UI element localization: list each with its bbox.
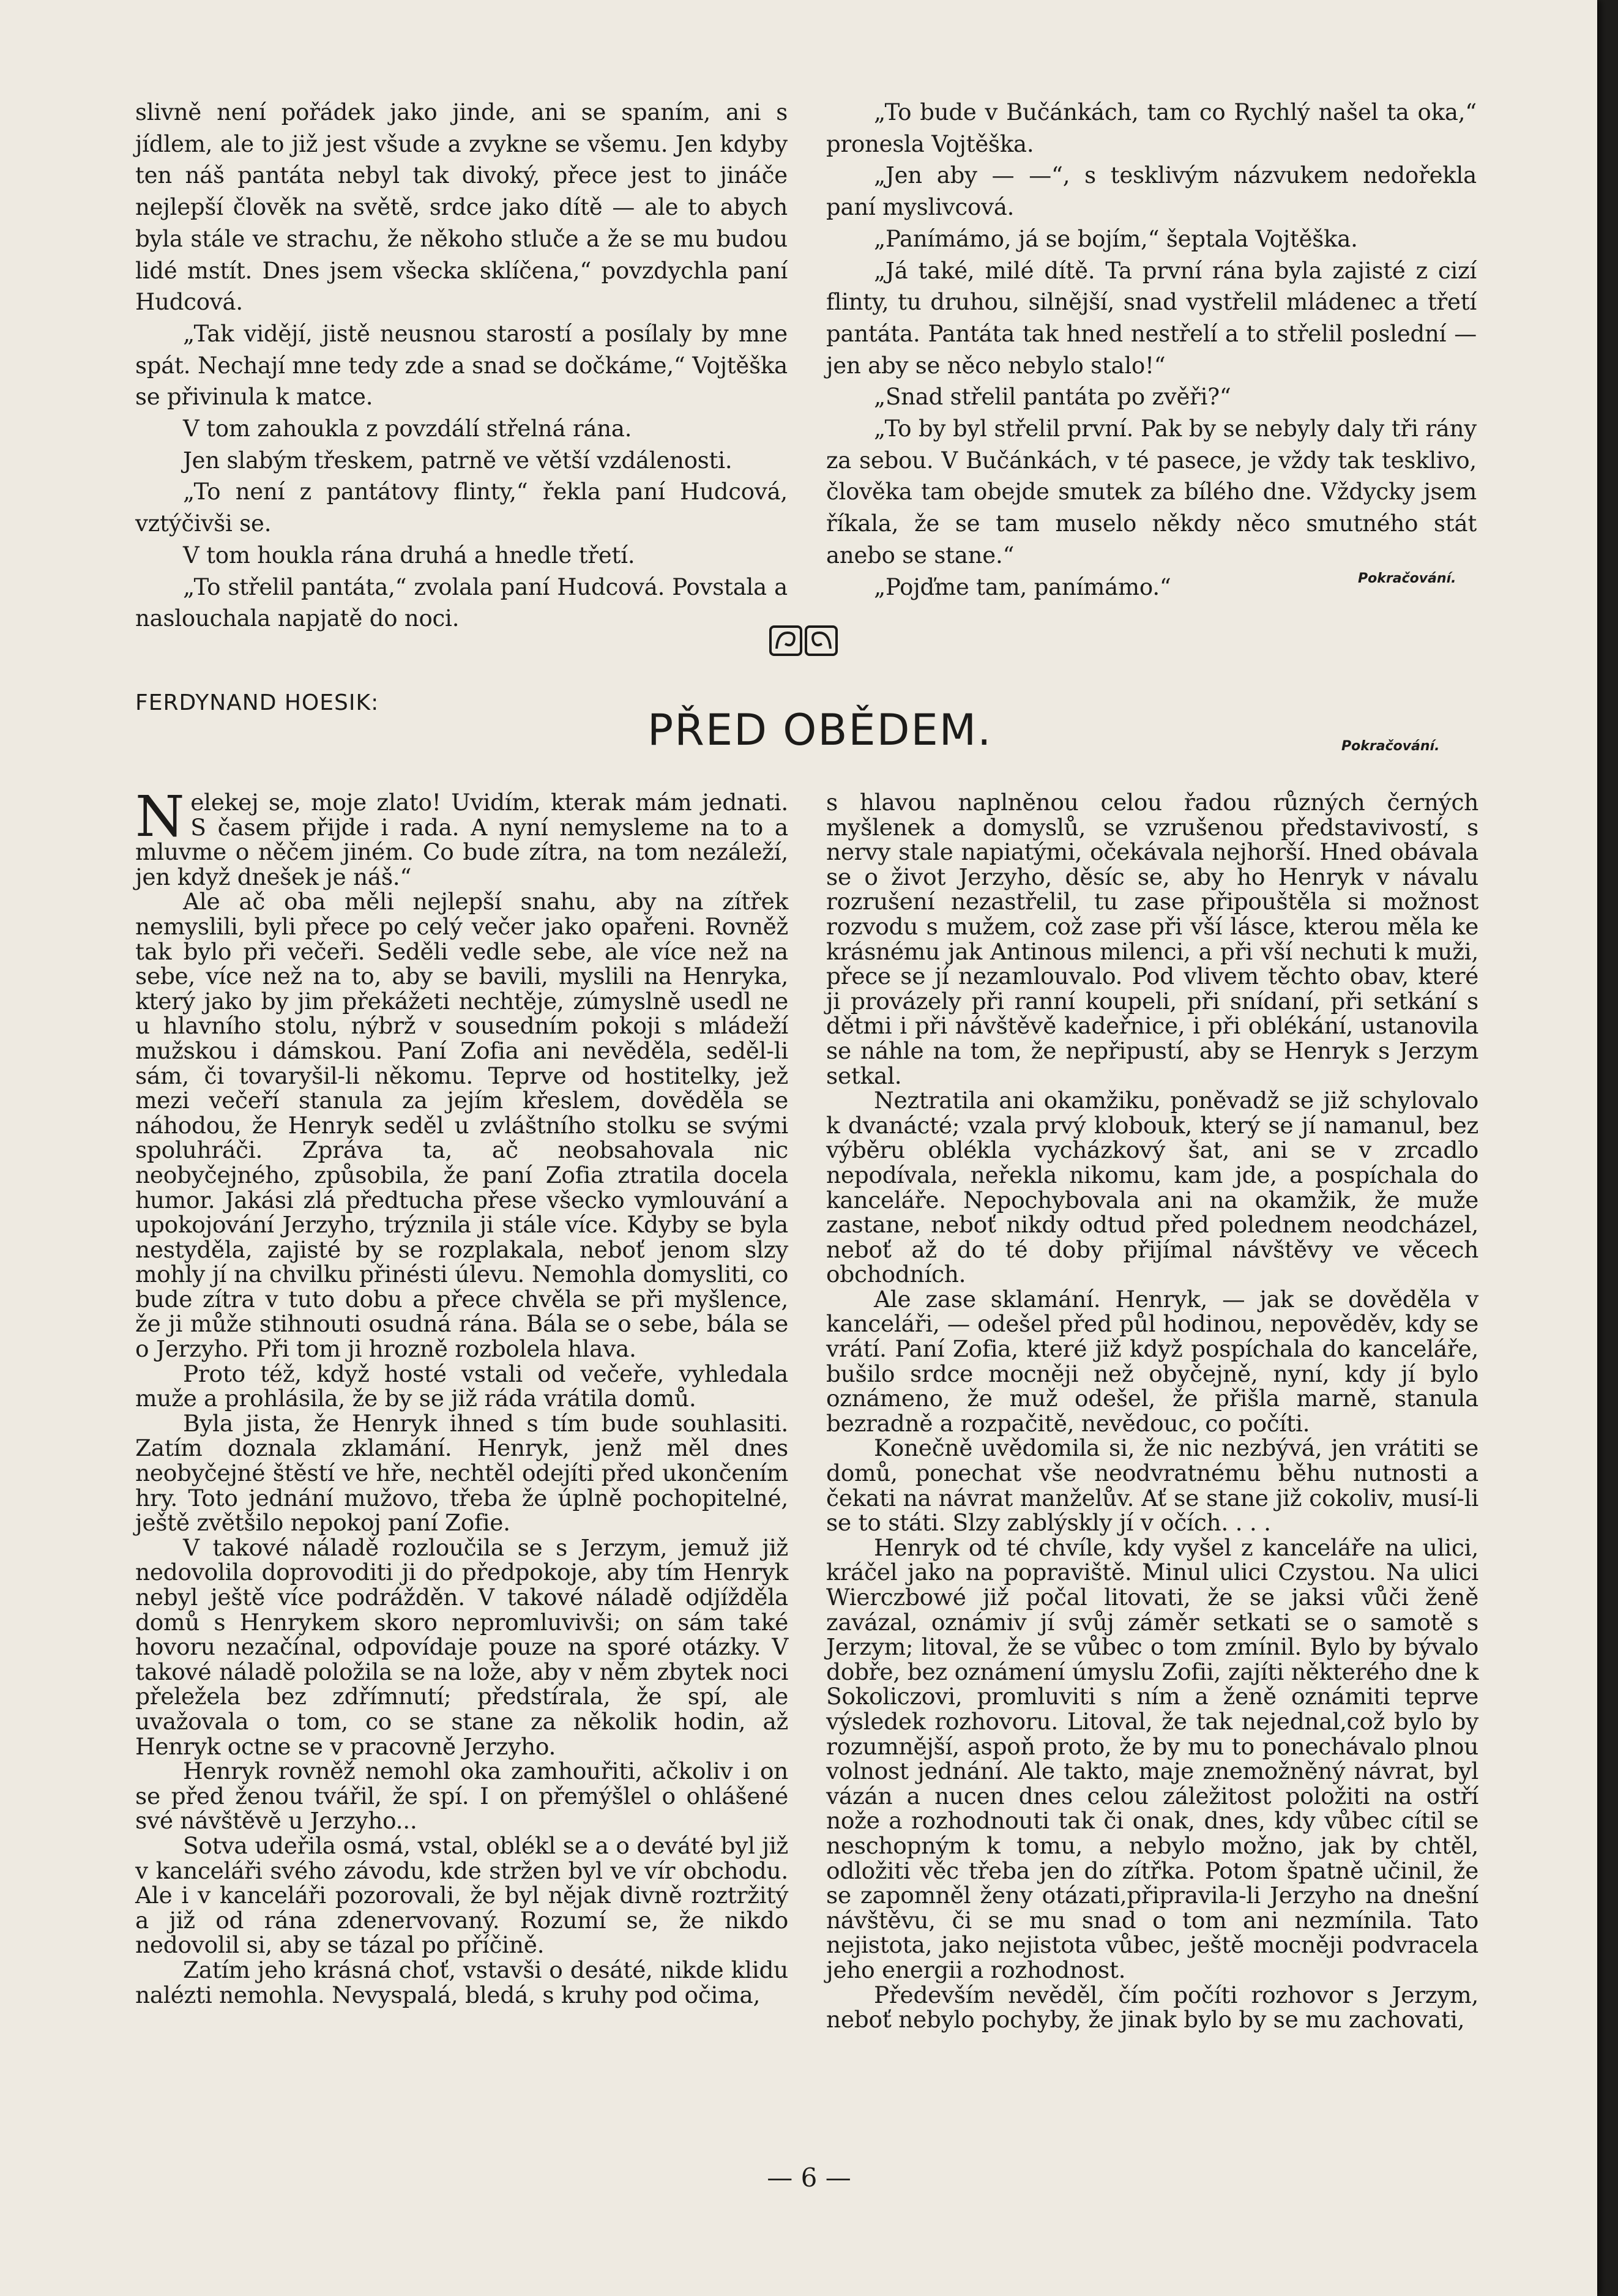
paragraph: Byla jista, že Henryk ihned s tím bude souhlasiti. Zatím doznala zklamání. Henryk, jenž měl dnes neobyčejné štěstí ve hře, nechtěl odejíti před ukončením hry. Toto jednání mužovo, třeba že úplně pochopitelné, ještě zvětšilo nepokoj paní Zofie. [135,1409,788,1537]
paragraph: „To není z pantátovy flinty,“ řekla paní Hudcová, vztýčivši se. [135,479,788,537]
paragraph: „To by byl střelil první. Pak by se nebyly daly tři rány za sebou. V Bučánkách, v té pasece, je vždy tak tesklivo, člověka tam obejde smutek za bílého dne. Vždycky jsem říkala, že se tam muselo někdy něco smutného stát anebo se stane.“ [826,416,1477,568]
paragraph: „To střelil pantáta,“ zvolala paní Hudcová. Povstala a naslouchala napjatě do noci. [135,573,788,632]
bottom-right-column [826,790,1478,2032]
paragraph: Především nevěděl, čím počíti rozhovor s Jerzym, neboť nebylo pochyby, že jinak bylo by se mu zachovati, [826,1981,1478,2033]
paragraph: Ale zase sklamání. Henryk, — jak se dověděla v kanceláři, — odešel před půl hodinou, nepověděv, kdy se vrátí. Paní Zofia, které již když pospíchala do kanceláře, bušilo srdce mocněji než obyčejně, nyní, kdy jí bylo oznámeno, že muž odešel, že přišla marně, stanula bezradně a rozpačitě, nevědouc, co počíti. [826,1285,1478,1437]
decorative-ornament-icon [769,623,838,660]
paragraph: Ale ač oba měli nejlepší snahu, aby na zítřek nemyslili, byli přece po celý večer jako opařeni. Rovněž tak bylo při večeři. Seděli vedle sebe, ale více než na sebe, více než na to, aby se bavili, myslili na Henryka, který jako by jim překážeti nechtěje, zúmyslně usedl ne u hlavního stolu, nýbrž v sousedním pokoji s mládeží mužskou i dámskou. Paní Zofia ani nevěděla, seděl-li sám, či tovaryšil-li někomu. Teprve od hostitelky, jež mezi večeří stanula za jejím křeslem, dověděla se náhodou, že Henryk seděl u zvláštního stolku se svými spoluhráči. Zpráva ta, ač neobsahovala nic neobyčejného, způsobila, že paní Zofia ztratila docela humor. Jakási zlá předtucha přese všecko vymlouvání a upokojování Jerzyho, trýznila ji stále více. Kdyby se byla nestyděla, zajisté by se rozplakala, neboť jenom slzy mohly jí na chvilku přinésti úlevu. Nemohla domysliti, co bude zítra v tuto dobu a přece chvěla se při myšlence, že ji může stihnouti osudná rána. Bála se o sebe, bála se o Jerzyho. Při tom ji hrozně rozbolela hlava. [135,888,788,1363]
paragraph: „Jen aby — —“, s tesklivým názvukem nedořekla paní myslivcová. [826,162,1477,221]
top-right-column [826,97,1477,603]
continued-note: Pokračování. [1341,739,1440,754]
paragraph: Henryk rovněž nemohl oka zamhouřiti, ačkoliv i on se před ženou tvářil, že spí. I on přemýšlel o ohlášené své návštěvě u Jerzyho... [135,1757,788,1835]
paragraph: Zatím jeho krásná choť, vstavši o desáté, nikde klidu nalézti nemohla. Nevyspalá, bledá, s kruhy pod očima, [135,1956,788,2008]
paragraph: Neztratila ani okamžiku, poněvadž se již schylovalo k dvanácté; vzala prvý klobouk, který se jí namanul, bez výběru oblékla vycházkový šat, ani se v zrcadlo nepodívala, neřekla nikomu, kam jde, a pospíchala do kanceláře. Nepochybovala ani na okamžik, že muže zastane, neboť nikdy odtud před polednem neodcházel, neboť až do té doby přijímal návštěvy ve věcech obchodních. [826,1087,1478,1288]
drop-cap: N [135,784,185,849]
paragraph [135,784,788,890]
paragraph: „Snad střelil pantáta po zvěři?“ [874,384,1231,411]
continued-note: Pokračování. [1358,571,1456,586]
paragraph: „Pojďme tam, panímámo.“ [874,573,1171,600]
paragraph: Jen slabým třeskem, patrně ve větší vzdálenosti. [183,447,733,474]
paragraph: V takové náladě rozloučila se s Jerzym, jemuž již nedovolila doprovoditi ji do předpokoje, aby tím Henryk nebyl ještě více podrážděn. V takové náladě odjížděla domů s Henrykem skoro nepromluvivši; on sám také hovoru nezačínal, odpovídaje pouze na sporé otázky. V takové náladě položila se na lože, aby v něm zbytek noci přeležela bez zdřímnutí; předstírala, že spí, ale uvažovala o tom, co se stane za několik hodin, až Henryk octne se v pracovně Jerzyho. [135,1534,788,1760]
paragraph: Konečně uvědomila si, že nic nezbývá, jen vrátiti se domů, ponechat vše neodvratnému běhu nutnosti a čekati na návrat manželův. Ať se stane již cokoliv, musí-li se to státi. Slzy zablýskly jí v očích. . . . [826,1434,1478,1537]
paragraph: slivně není pořádek jako jinde, ani se spaním, ani s jídlem, ale to již jest všude a zvykne se všemu. Jen kdyby ten náš pantáta nebyl tak divoký, přece jest to jináče nejlepší člověk na světě, srdce jako dítě — ale to abych byla stále ve strachu, že někoho stluče a že se mu budou lidé mstít. Dnes jsem všecka sklíčena,“ povzdychla paní Hudcová. [135,99,788,316]
paragraph-text: elekej se, moje zlato! Uvidím, kterak mám jednati. S časem přijde i rada. A nyní nemysleme na to a mluvme o něčem jiném. Co bude zítra, na tom nezáleží, jen když dnešek je náš.“ [135,789,788,890]
paragraph: s hlavou naplněnou celou řadou různých černých myšlenek a domyslů, se vzrušenou představivostí, s nervy stale napiatými, očekávala nejhorší. Hned obávala se o život Jerzyho, děsíc se, aby ho Henryk v návalu rozrušení nezastřelil, tu zase připouštěla si možnost rozvodu s mužem, což zase při vší lásce, kterou měla ke krásnému jak Antinous milenci, a při vší nechuti k muži, přece se jí nezamlouvalo. Pod vlivem těchto obav, které ji provázely při ranní koupeli, při snídaní, při setkání s dětmi i při návštěvě kadeřnice, i při oblékání, ustanovila se náhle na tom, že nepřipustí, aby se Henryk s Jerzym setkal. [826,789,1478,1089]
paragraph: Sotva udeřila osmá, vstal, oblékl se a o deváté byl již v kanceláři svého závodu, kde stržen byl ve vír obchodu. Ale i v kanceláři pozorovali, že byl nějak divně roztržitý a již od rána zdenervovaný. Rozumí se, že nikdo nedovolil si, aby se tázal po příčině. [135,1832,788,1959]
paragraph: „Panímámo, já se bojím,“ šeptala Vojtěška. [874,225,1358,252]
top-left-column [135,97,788,635]
paragraph: Henryk od té chvíle, kdy vyšel z kanceláře na ulici, kráčel jako na popraviště. Minul ulici Czystou. Na ulici Wierczbowé již počal litovati, že se jaksi vůči ženě zavázal, oznámiv jí svůj záměr setkati se o samotě s Jerzym; litoval, že se vůbec o tom zmínil. Bylo by bývalo dobře, bez oznámení úmyslu Zofii, zajíti některého dne k Sokoliczovi, promluviti s ním a ženě oznámiti teprve výsledek rozhovoru. Litoval, že tak nejednal,což bylo by rozumnější, aspoň proto, že by mu to ponechávalo plnou volnost jednání. Ale takto, maje znemožněný návrat, byl vázán a nucen dnes celou záležitost položiti na ostří nože a rozhodnouti tak či onak, dnes, kdy vůbec cítil se neschopným k tomu, a nebylo možno, jak by chtěl, odložiti věc třeba jen do zítřka. Potom špatně učinil, že se zapomněl ženy otázati,připravila-li Jerzyho na dnešní návštěvu, či se mu snad o tom ani nezmínila. Tato nejistota, jako nejistota vůbec, ještě mocněji podvracela jeho energii a rozhodnost. [826,1534,1478,1983]
paragraph: „To bude v Bučánkách, tam co Rychlý našel ta oka,“ pronesla Vojtěška. [826,99,1477,157]
paragraph: V tom zahoukla z povzdálí střelná rána. [183,416,632,442]
paragraph: „Tak vidějí, jistě neusnou starostí a posílaly by mne spát. Nechají mne tedy zde a snad se dočkáme,“ Vojtěška se přivinula k matce. [135,320,788,411]
page-number: — 6 — [767,2163,851,2193]
story-title: PŘED OBĚDEM. [647,705,993,755]
story-author: FERDYNAND HOESIK: [135,690,379,715]
paragraph: V tom houkla rána druhá a hnedle třetí. [183,542,635,568]
paragraph: „Já také, milé dítě. Ta první rána byla zajisté z cizí flinty, tu druhou, silnější, snad vystřelil mládenec a třetí pantáta. Pantáta tak hned nestřelí a to střelil poslední — jen aby se něco nebylo stalo!“ [826,257,1477,379]
paragraph: Proto též, když hosté vstali od večeře, vyhledala muže a prohlásila, že by se již ráda vrátila domů. [135,1360,788,1412]
bottom-left-column [135,784,788,2008]
